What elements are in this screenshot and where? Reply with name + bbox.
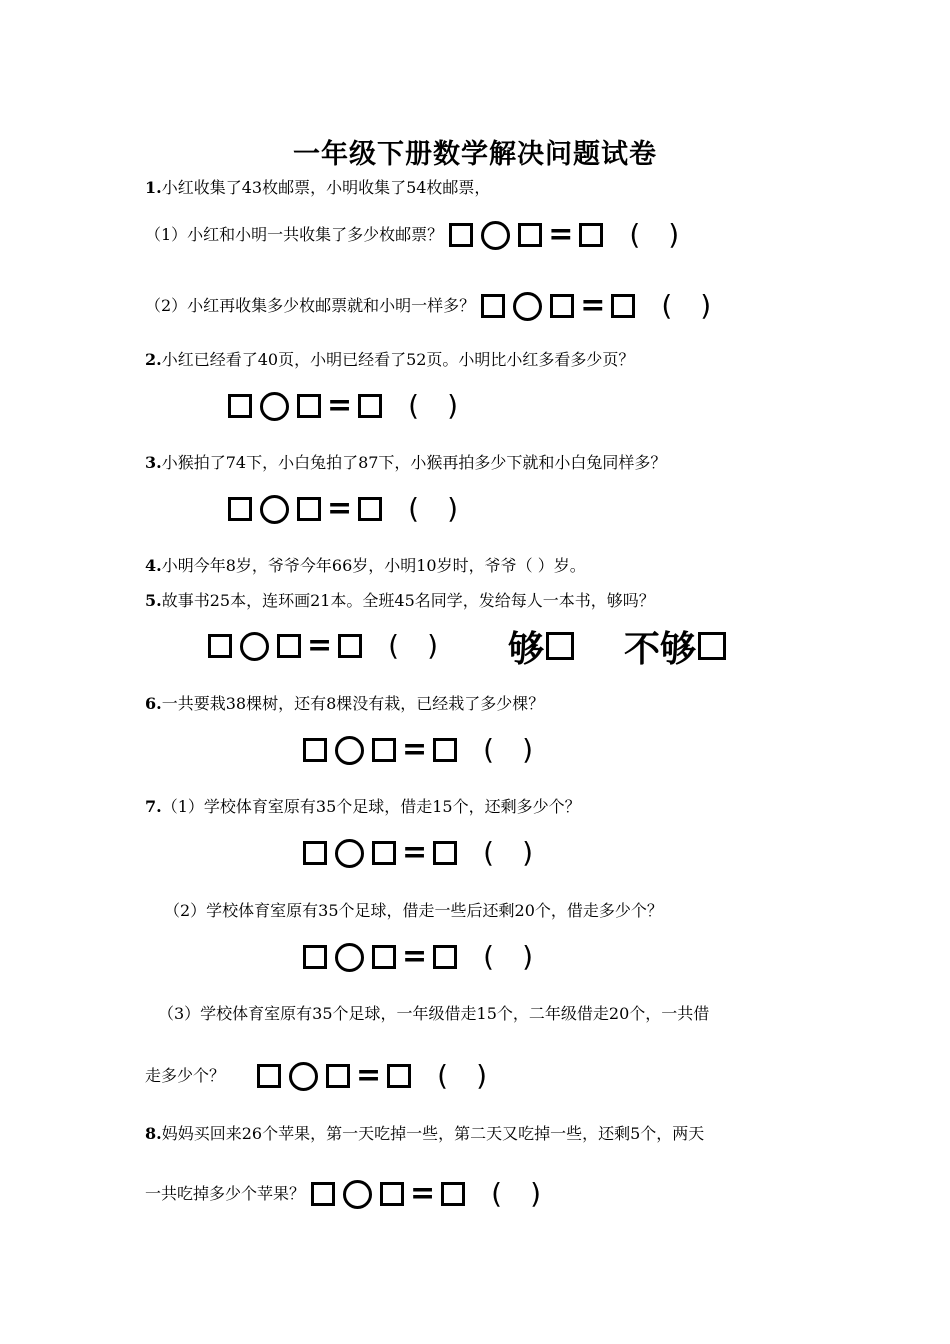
page-title: 一年级下册数学解决问题试卷 bbox=[293, 139, 657, 170]
answer-box[interactable] bbox=[433, 841, 457, 865]
question-number: 7. bbox=[145, 797, 162, 816]
answer-box[interactable] bbox=[303, 738, 327, 762]
answer-box[interactable] bbox=[611, 294, 635, 318]
question-number: 6. bbox=[145, 694, 162, 713]
question-text: （1）学校体育室原有35个足球，借走15个，还剩多少个？ bbox=[161, 797, 581, 816]
question-text: 小红已经看了40页，小明已经看了52页。小明比小红多看多少页？ bbox=[161, 350, 635, 369]
answer-box[interactable] bbox=[372, 945, 396, 969]
question-4 bbox=[145, 556, 586, 576]
equals-sign: = bbox=[548, 217, 574, 252]
operator-circle[interactable] bbox=[481, 221, 510, 250]
answer-equation bbox=[449, 217, 680, 252]
question-number: 4. bbox=[145, 556, 162, 575]
answer-box[interactable] bbox=[372, 738, 396, 762]
unit-parentheses[interactable]: () bbox=[408, 389, 459, 422]
answer-equation bbox=[311, 1176, 542, 1211]
equals-sign: = bbox=[402, 835, 428, 870]
question-1 bbox=[145, 178, 490, 198]
answer-box[interactable] bbox=[387, 1064, 411, 1088]
answer-box[interactable] bbox=[297, 394, 321, 418]
checkbox[interactable] bbox=[698, 632, 726, 660]
question-5 bbox=[145, 591, 655, 611]
answer-box[interactable] bbox=[481, 294, 505, 318]
operator-circle[interactable] bbox=[289, 1062, 318, 1091]
answer-box[interactable] bbox=[208, 634, 232, 658]
question-7 bbox=[145, 797, 581, 817]
operator-circle[interactable] bbox=[343, 1180, 372, 1209]
operator-circle[interactable] bbox=[513, 292, 542, 321]
equals-sign: = bbox=[402, 939, 428, 974]
question-6 bbox=[145, 694, 544, 714]
question-text: 小红收集了43枚邮票，小明收集了54枚邮票， bbox=[161, 178, 491, 197]
equals-sign: = bbox=[402, 732, 428, 767]
option-label: 够 bbox=[508, 627, 545, 670]
unit-parentheses[interactable]: () bbox=[408, 492, 459, 525]
unit-parentheses[interactable]: () bbox=[483, 836, 534, 869]
question-1-part-1 bbox=[145, 213, 679, 257]
question-text: （2）小红再收集多少枚邮票就和小明一样多？ bbox=[145, 296, 476, 315]
answer-box[interactable] bbox=[358, 497, 382, 521]
question-number: 5. bbox=[145, 591, 162, 610]
equals-sign: = bbox=[580, 288, 606, 323]
question-number: 3. bbox=[145, 453, 162, 472]
question-number: 2. bbox=[145, 350, 162, 369]
question-8-line-2 bbox=[145, 1172, 541, 1216]
question-2 bbox=[145, 350, 634, 370]
question-3 bbox=[145, 453, 666, 473]
answer-equation bbox=[257, 1058, 488, 1093]
equals-sign: = bbox=[327, 388, 353, 423]
answer-box[interactable] bbox=[518, 223, 542, 247]
option-label: 不够 bbox=[624, 627, 697, 670]
operator-circle[interactable] bbox=[335, 736, 364, 765]
operator-circle[interactable] bbox=[335, 943, 364, 972]
equals-sign: = bbox=[327, 491, 353, 526]
option-enough[interactable] bbox=[508, 624, 574, 668]
question-text: 小明今年8岁，爷爷今年66岁，小明10岁时，爷爷（ ）岁。 bbox=[161, 556, 586, 575]
answer-equation bbox=[228, 489, 458, 529]
question-8 bbox=[145, 1124, 704, 1144]
answer-box[interactable] bbox=[579, 223, 603, 247]
question-text: （2）学校体育室原有35个足球，借走一些后还剩20个，借走多少个？ bbox=[164, 901, 663, 920]
question-text: 一共要栽38棵树，还有8棵没有栽，已经栽了多少棵？ bbox=[161, 694, 545, 713]
answer-box[interactable] bbox=[433, 945, 457, 969]
operator-circle[interactable] bbox=[335, 839, 364, 868]
answer-box[interactable] bbox=[358, 394, 382, 418]
unit-parentheses[interactable]: () bbox=[491, 1177, 542, 1210]
answer-box[interactable] bbox=[380, 1182, 404, 1206]
option-not-enough[interactable] bbox=[624, 624, 726, 668]
answer-box[interactable] bbox=[326, 1064, 350, 1088]
answer-equation bbox=[303, 730, 533, 770]
question-number: 1. bbox=[145, 178, 162, 197]
answer-equation bbox=[303, 937, 533, 977]
question-text: 一共吃掉多少个苹果？ bbox=[145, 1184, 306, 1203]
answer-equation bbox=[481, 288, 712, 323]
equals-sign: = bbox=[307, 628, 333, 663]
unit-parentheses[interactable]: () bbox=[661, 289, 712, 322]
answer-box[interactable] bbox=[441, 1182, 465, 1206]
question-text: 故事书25本，连环画21本。全班45名同学，发给每人一本书，够吗？ bbox=[161, 591, 655, 610]
answer-box[interactable] bbox=[338, 634, 362, 658]
unit-parentheses[interactable]: () bbox=[388, 629, 439, 662]
unit-parentheses[interactable]: () bbox=[629, 218, 680, 251]
answer-box[interactable] bbox=[228, 394, 252, 418]
operator-circle[interactable] bbox=[260, 392, 289, 421]
operator-circle[interactable] bbox=[260, 495, 289, 524]
question-1-part-2 bbox=[145, 284, 711, 328]
question-number: 8. bbox=[145, 1124, 162, 1143]
operator-circle[interactable] bbox=[240, 632, 269, 661]
answer-box[interactable] bbox=[257, 1064, 281, 1088]
answer-box[interactable] bbox=[550, 294, 574, 318]
answer-box[interactable] bbox=[311, 1182, 335, 1206]
answer-box[interactable] bbox=[297, 497, 321, 521]
answer-equation bbox=[208, 626, 438, 666]
answer-box[interactable] bbox=[433, 738, 457, 762]
unit-parentheses[interactable]: () bbox=[483, 940, 534, 973]
unit-parentheses[interactable]: () bbox=[483, 733, 534, 766]
question-text: 走多少个？ bbox=[145, 1066, 226, 1085]
checkbox[interactable] bbox=[546, 632, 574, 660]
answer-equation bbox=[303, 833, 533, 873]
question-7-part-2 bbox=[164, 901, 663, 921]
answer-box[interactable] bbox=[449, 223, 473, 247]
answer-box[interactable] bbox=[228, 497, 252, 521]
question-text: 小猴拍了74下，小白兔拍了87下，小猴再拍多少下就和小白兔同样多？ bbox=[161, 453, 667, 472]
question-text: （3）学校体育室原有35个足球，一年级借走15个，二年级借走20个，一共借 bbox=[158, 1004, 710, 1023]
answer-box[interactable] bbox=[303, 945, 327, 969]
equals-sign: = bbox=[356, 1058, 382, 1093]
question-text: 妈妈买回来26个苹果，第一天吃掉一些，第二天又吃掉一些，还剩5个，两天 bbox=[161, 1124, 705, 1143]
answer-box[interactable] bbox=[277, 634, 301, 658]
question-7-part-3-line-2 bbox=[145, 1054, 487, 1098]
answer-box[interactable] bbox=[303, 841, 327, 865]
answer-box[interactable] bbox=[372, 841, 396, 865]
unit-parentheses[interactable]: () bbox=[437, 1059, 488, 1092]
question-7-part-3 bbox=[158, 1004, 709, 1024]
answer-equation bbox=[228, 386, 458, 426]
question-text: （1）小红和小明一共收集了多少枚邮票？ bbox=[145, 225, 444, 244]
equals-sign: = bbox=[410, 1176, 436, 1211]
